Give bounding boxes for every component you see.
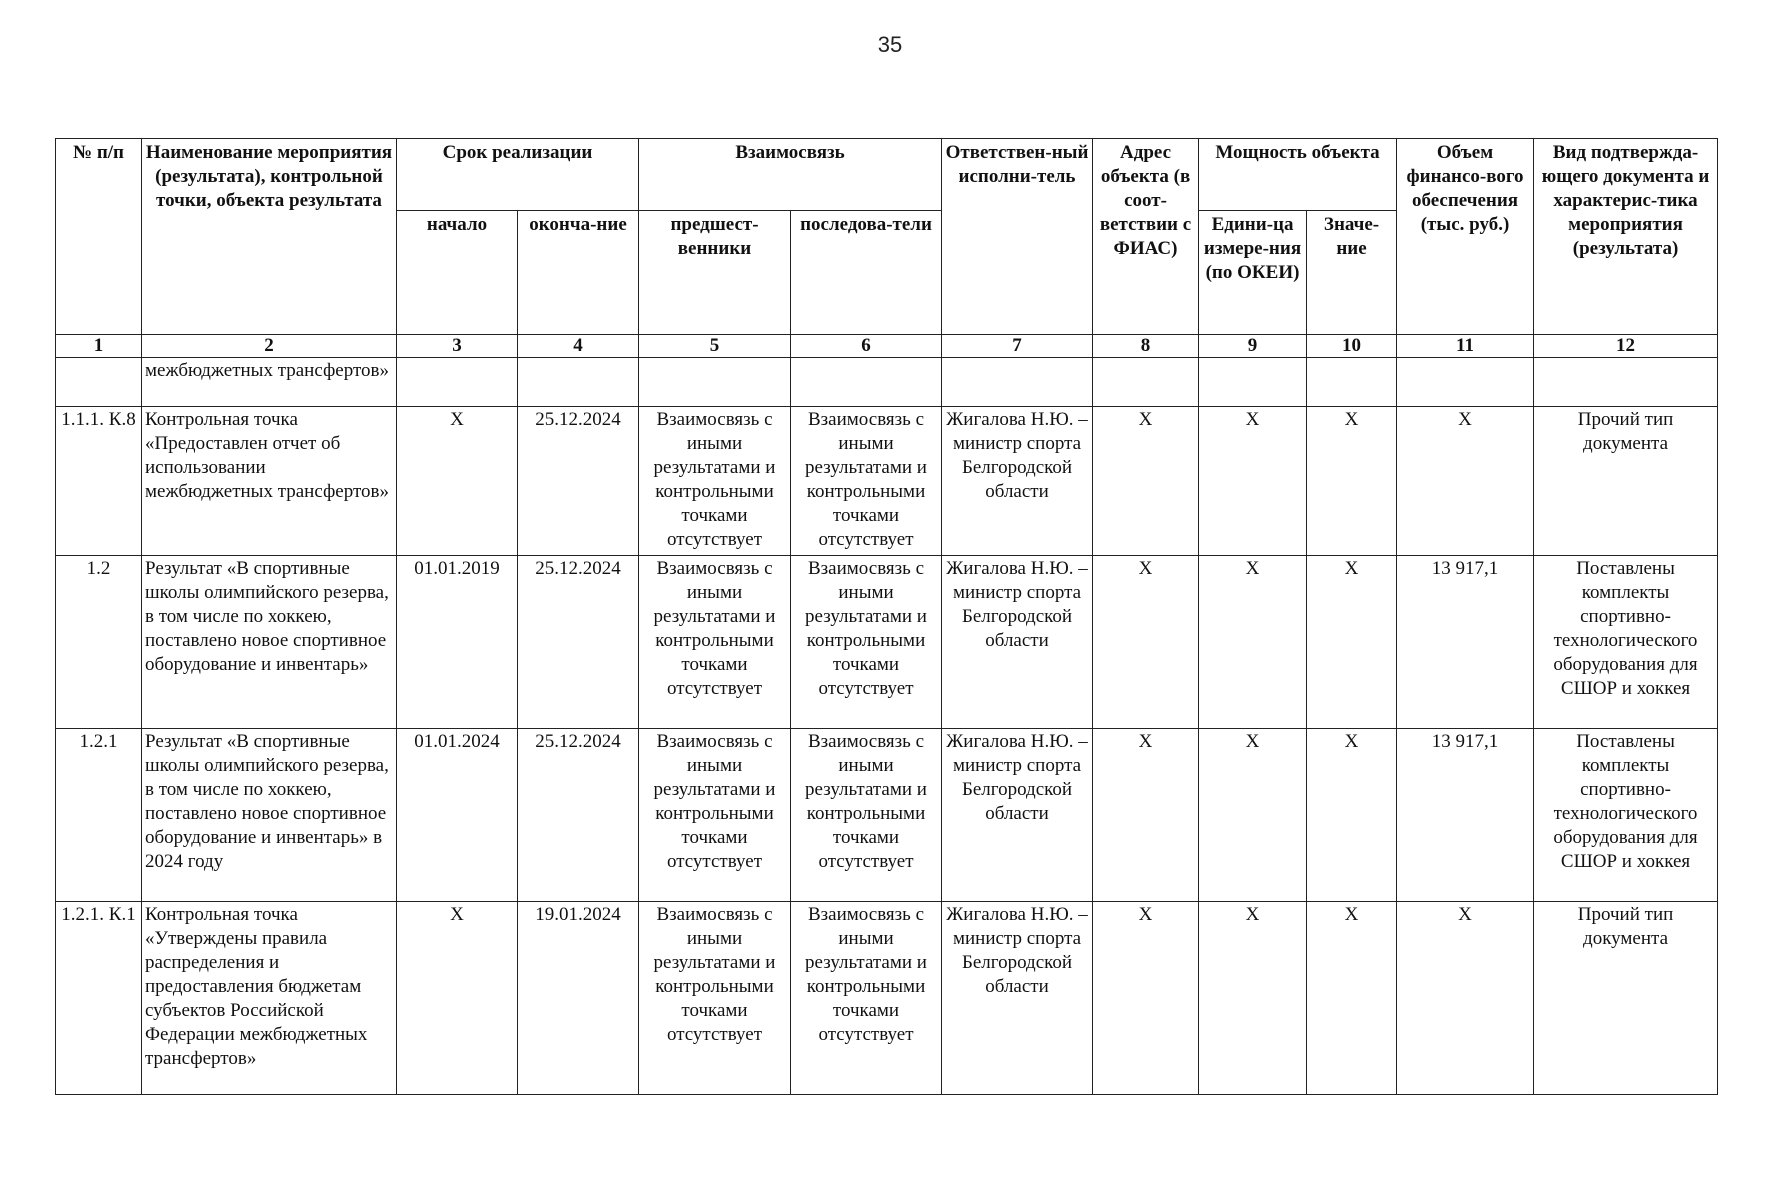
cell-end: 25.12.2024 (518, 407, 639, 556)
cell-responsible (942, 358, 1093, 407)
cell-doc: Поставлены комплекты спортивно-технологического оборудования для СШОР и хоккея (1534, 729, 1718, 902)
column-numbers-row (56, 335, 1718, 358)
cell-name: Контрольная точка «Предоставлен отчет об использовании межбюджетных трансфертов» (142, 407, 397, 556)
cell-num: 1.2.1. К.1 (56, 902, 142, 1095)
cell-address: X (1093, 902, 1199, 1095)
cell-address (1093, 358, 1199, 407)
column-number: 2 (142, 335, 397, 358)
column-number: 12 (1534, 335, 1718, 358)
cell-start: 01.01.2024 (397, 729, 518, 902)
cell-responsible: Жигалова Н.Ю. – министр спорта Белгородской области (942, 556, 1093, 729)
cell-responsible: Жигалова Н.Ю. – министр спорта Белгородской области (942, 407, 1093, 556)
cell-value: X (1307, 902, 1397, 1095)
header-address: Адрес объекта (в соот-ветствии с ФИАС) (1093, 139, 1199, 335)
page-number: 35 (877, 32, 903, 57)
header-funding: Объем финансо-вого обеспечения (тыс. руб.) (1397, 139, 1534, 335)
header-doc: Вид подтвержда-ющего документа и характерис-тика мероприятия (результата) (1534, 139, 1718, 335)
cell-funding: X (1397, 902, 1534, 1095)
header-term-start: начало (397, 211, 518, 335)
cell-value: X (1307, 729, 1397, 902)
cell-responsible: Жигалова Н.Ю. – министр спорта Белгородской области (942, 902, 1093, 1095)
header-link-next: последова-тели (791, 211, 942, 335)
cell-start: X (397, 902, 518, 1095)
header-responsible: Ответствен-ный исполни-тель (942, 139, 1093, 335)
column-number: 6 (791, 335, 942, 358)
cell-funding: 13 917,1 (1397, 556, 1534, 729)
header-link-prev: предшест-венники (639, 211, 791, 335)
cell-doc: Прочий тип документа (1534, 407, 1718, 556)
header-link: Взаимосвязь (639, 139, 942, 211)
cell-name: Результат «В спортивные школы олимпийского резерва, в том числе по хоккею, поставлено новое спортивное оборудование и инвентарь» (142, 556, 397, 729)
cell-end: 25.12.2024 (518, 556, 639, 729)
column-number: 11 (1397, 335, 1534, 358)
cell-value (1307, 358, 1397, 407)
table-row (56, 358, 1718, 407)
table-row (56, 556, 1718, 729)
cell-next (791, 358, 942, 407)
cell-address: X (1093, 729, 1199, 902)
cell-next: Взаимосвязь с иными результатами и контрольными точками отсутствует (791, 902, 942, 1095)
table-row (56, 902, 1718, 1095)
header-num: № п/п (56, 139, 142, 335)
cell-funding (1397, 358, 1534, 407)
header-term: Срок реализации (397, 139, 639, 211)
column-number: 10 (1307, 335, 1397, 358)
cell-name: Контрольная точка «Утверждены правила распределения и предоставления бюджетам субъектов Российской Федерации межбюджетных трансфертов» (142, 902, 397, 1095)
cell-start: X (397, 407, 518, 556)
column-number: 5 (639, 335, 791, 358)
cell-prev: Взаимосвязь с иными результатами и контрольными точками отсутствует (639, 902, 791, 1095)
header-value: Значе-ние (1307, 211, 1397, 335)
cell-name: межбюджетных трансфертов» (142, 358, 397, 407)
cell-prev: Взаимосвязь с иными результатами и контрольными точками отсутствует (639, 729, 791, 902)
cell-prev: Взаимосвязь с иными результатами и контрольными точками отсутствует (639, 407, 791, 556)
cell-name: Результат «В спортивные школы олимпийского резерва, в том числе по хоккею, поставлено новое спортивное оборудование и инвентарь» в 2024 году (142, 729, 397, 902)
header-capacity: Мощность объекта (1199, 139, 1397, 211)
cell-num: 1.1.1. К.8 (56, 407, 142, 556)
column-number: 3 (397, 335, 518, 358)
cell-start: 01.01.2019 (397, 556, 518, 729)
header-unit: Едини-ца измере-ния (по ОКЕИ) (1199, 211, 1307, 335)
cell-value: X (1307, 407, 1397, 556)
cell-next: Взаимосвязь с иными результатами и контрольными точками отсутствует (791, 407, 942, 556)
cell-num: 1.2.1 (56, 729, 142, 902)
cell-prev (639, 358, 791, 407)
cell-unit: X (1199, 729, 1307, 902)
cell-end: 19.01.2024 (518, 902, 639, 1095)
cell-address: X (1093, 556, 1199, 729)
cell-responsible: Жигалова Н.Ю. – министр спорта Белгородской области (942, 729, 1093, 902)
cell-address: X (1093, 407, 1199, 556)
activities-table (55, 138, 1718, 1095)
cell-start (397, 358, 518, 407)
cell-doc: Прочий тип документа (1534, 902, 1718, 1095)
cell-next: Взаимосвязь с иными результатами и контрольными точками отсутствует (791, 729, 942, 902)
cell-unit: X (1199, 902, 1307, 1095)
cell-prev: Взаимосвязь с иными результатами и контрольными точками отсутствует (639, 556, 791, 729)
cell-doc: Поставлены комплекты спортивно-технологического оборудования для СШОР и хоккея (1534, 556, 1718, 729)
column-number: 4 (518, 335, 639, 358)
cell-funding: X (1397, 407, 1534, 556)
column-number: 7 (942, 335, 1093, 358)
cell-unit (1199, 358, 1307, 407)
cell-value: X (1307, 556, 1397, 729)
cell-num: 1.2 (56, 556, 142, 729)
cell-end (518, 358, 639, 407)
column-number: 1 (56, 335, 142, 358)
cell-end: 25.12.2024 (518, 729, 639, 902)
cell-num (56, 358, 142, 407)
header-term-end: оконча-ние (518, 211, 639, 335)
table-row (56, 407, 1718, 556)
cell-doc (1534, 358, 1718, 407)
column-number: 9 (1199, 335, 1307, 358)
header-row-top (56, 139, 1718, 211)
table-row (56, 729, 1718, 902)
cell-unit: X (1199, 556, 1307, 729)
cell-unit: X (1199, 407, 1307, 556)
cell-funding: 13 917,1 (1397, 729, 1534, 902)
column-number: 8 (1093, 335, 1199, 358)
cell-next: Взаимосвязь с иными результатами и контрольными точками отсутствует (791, 556, 942, 729)
header-name: Наименование мероприятия (результата), контрольной точки, объекта результата (142, 139, 397, 335)
